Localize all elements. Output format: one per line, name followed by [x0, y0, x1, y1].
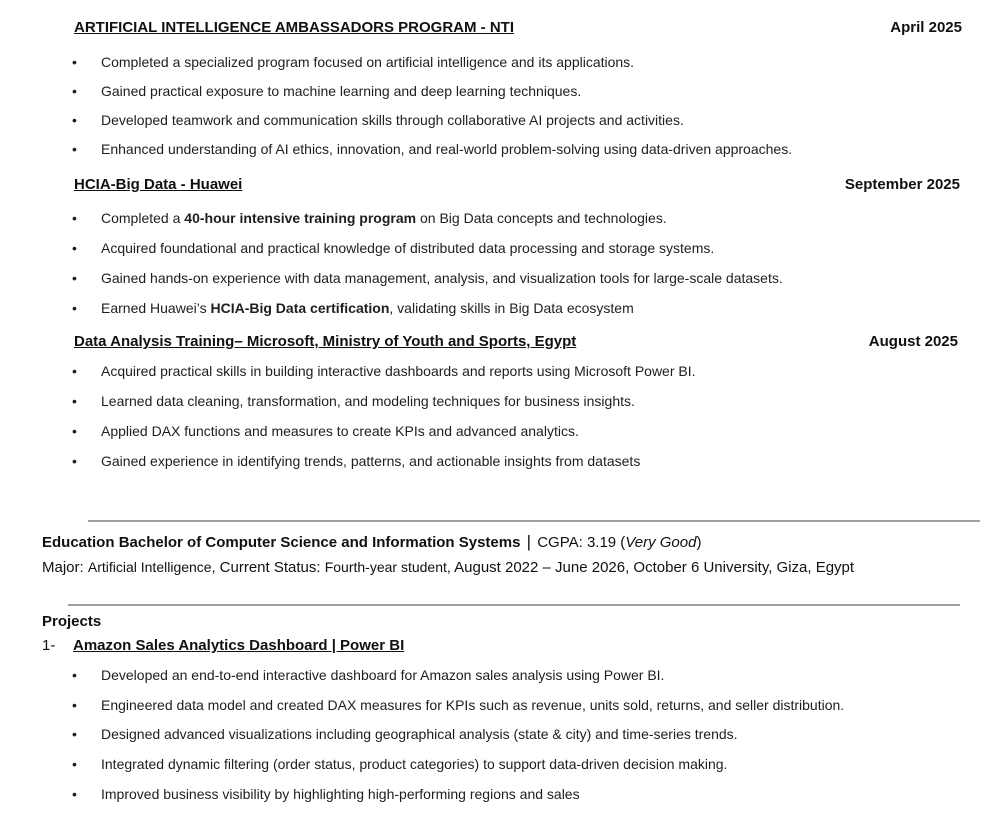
status-label: Current Status:	[219, 559, 321, 576]
bullet-text: Learned data cleaning, transformation, and modeling techniques for business insights.	[101, 393, 635, 409]
divider-line	[88, 520, 980, 522]
bullet-text: Gained hands-on experience with data management, analysis, and visualization tools for large-scale datasets.	[101, 270, 783, 286]
bullet-icon: •	[72, 112, 77, 128]
bullet-text: Acquired practical skills in building interactive dashboards and reports using Microsoft Power BI.	[101, 363, 696, 379]
bullet-icon: •	[72, 756, 77, 772]
section-date-data-analysis-training: August 2025	[868, 333, 958, 350]
bullet-text: Developed an end-to-end interactive dashboard for Amazon sales analysis using Power BI.	[101, 667, 665, 683]
bullet-icon: •	[72, 270, 77, 286]
education-degree: Bachelor of Computer Science and Information Systems	[118, 534, 521, 551]
project-number: 1-	[42, 637, 56, 654]
bullet-text: Improved business visibility by highlighting high-performing regions and sales	[101, 786, 580, 802]
status-value: Fourth-year student,	[324, 559, 451, 575]
bullet-text: Acquired foundational and practical knowledge of distributed data processing and storage systems.	[101, 240, 715, 256]
bullet-text: Developed teamwork and communication skills through collaborative AI projects and activities.	[101, 112, 684, 128]
bullet-text: Designed advanced visualizations including geographical analysis (state & city) and time-series trends.	[101, 726, 738, 742]
projects-heading: Projects	[42, 613, 102, 630]
education-dates-place: August 2022 – June 2026, October 6 University, Giza, Egypt	[454, 559, 855, 576]
bullet-icon: •	[72, 300, 77, 316]
education-separator: |	[526, 532, 532, 551]
bullet-text: Earned Huawei’s HCIA-Big Data certification, validating skills in Big Data ecosystem	[101, 300, 634, 316]
bullet-icon: •	[72, 697, 77, 713]
bullet-text: Integrated dynamic filtering (order status, product categories) to support data-driven decision making.	[101, 756, 728, 772]
bullet-text: Enhanced understanding of AI ethics, innovation, and real-world problem-solving using data-driven approaches.	[101, 141, 793, 157]
bold-highlight: HCIA-Big Data certification	[210, 300, 390, 316]
bullet-icon: •	[72, 210, 77, 226]
bullet-text: Engineered data model and created DAX measures for KPIs such as revenue, units sold, returns, and seller distribution.	[101, 697, 845, 713]
major-value: Artificial Intelligence,	[87, 559, 216, 575]
education-cgpa: CGPA: 3.19 (Very Good)	[537, 534, 702, 551]
bullet-icon: •	[72, 393, 77, 409]
bold-highlight: 40-hour intensive training program	[184, 210, 417, 226]
bullet-icon: •	[72, 667, 77, 683]
education-heading: Education	[42, 534, 115, 551]
education-details	[42, 559, 854, 576]
bullet-text: Applied DAX functions and measures to create KPIs and advanced analytics.	[101, 423, 579, 439]
major-label: Major:	[42, 559, 84, 576]
bullet-icon: •	[72, 54, 77, 70]
project-title: Amazon Sales Analytics Dashboard | Power BI	[73, 637, 405, 654]
bullet-icon: •	[72, 453, 77, 469]
divider-line	[68, 604, 960, 606]
bullet-icon: •	[72, 423, 77, 439]
bullet-text: Completed a 40-hour intensive training program on Big Data concepts and technologies.	[101, 210, 667, 226]
bullet-icon: •	[72, 240, 77, 256]
bullet-text: Gained practical exposure to machine learning and deep learning techniques.	[101, 83, 582, 99]
section-date-ai-ambassadors: April 2025	[890, 19, 962, 36]
bullet-icon: •	[72, 363, 77, 379]
bullet-icon: •	[72, 726, 77, 742]
section-title-data-analysis-training: Data Analysis Training– Microsoft, Ministry of Youth and Sports, Egypt	[74, 333, 577, 350]
bullet-text: Gained experience in identifying trends, patterns, and actionable insights from datasets	[101, 453, 641, 469]
bullet-icon: •	[72, 786, 77, 802]
education-line	[42, 532, 701, 552]
section-date-hcia-big-data: September 2025	[844, 176, 960, 193]
bullet-text: Completed a specialized program focused on artificial intelligence and its applications.	[101, 54, 635, 70]
section-title-ai-ambassadors: ARTIFICIAL INTELLIGENCE AMBASSADORS PROGRAM - NTI	[74, 19, 514, 36]
bullet-icon: •	[72, 141, 77, 157]
bullet-icon: •	[72, 83, 77, 99]
section-title-hcia-big-data: HCIA-Big Data - Huawei	[74, 176, 243, 193]
